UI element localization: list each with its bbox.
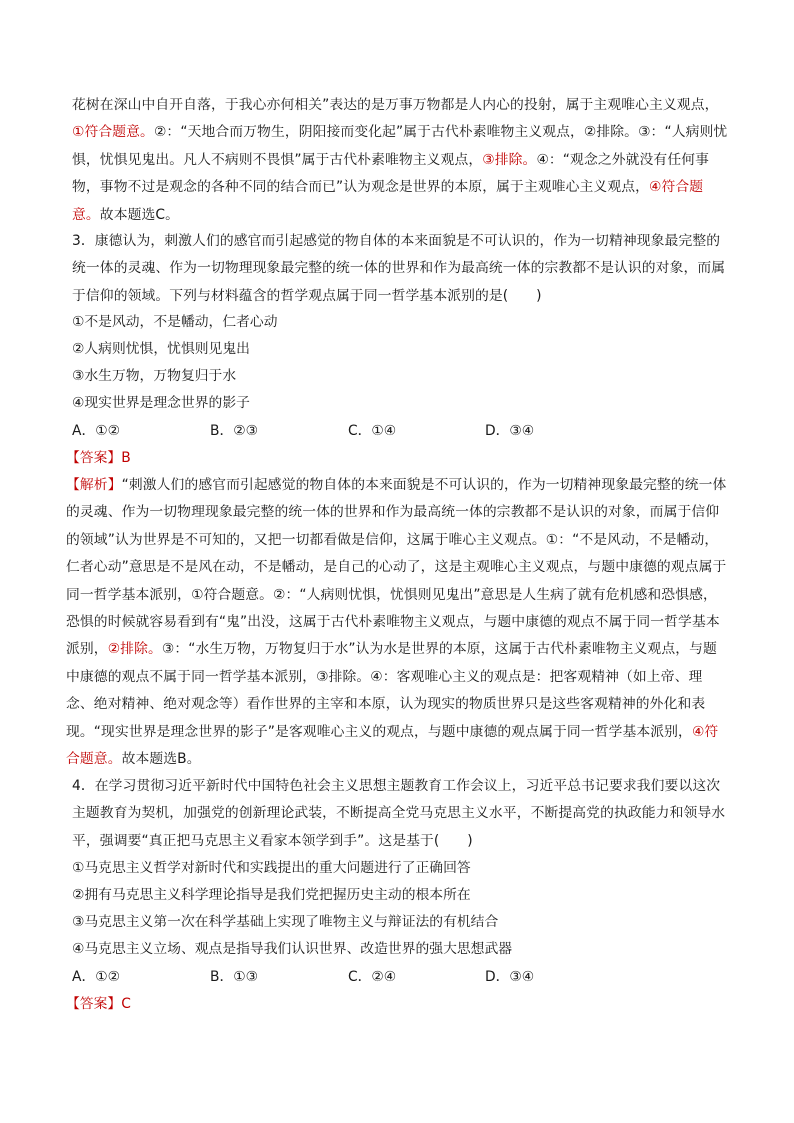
question-4-item: ②拥有马克思主义科学理论指导是我们党把握历史主动的根本所在 [72,887,471,903]
option-d: D．③④ [485,423,535,439]
analysis-text-1: “刺激人们的感官而引起感觉的物自体的本来面貌是不可认识的，作为一切精神现象最完整的统一体的灵魂、作为一切物理现象最完整的统一体的世界和作为最高统一体的宗教都不是认识的对象，而属于信仰的领域”认为世界是不可知的，又把一切都看做是信仰，这属于唯心主义观点。①：“不是风动，不是幡动，仁者心动”意思是不是风在动，不是幡动，是自己的心动了，这是主观唯心主义观点，与题中康德的观点属于同一哲学基本派别，①符合题意。②：“人病则忧惧，忧惧则见鬼出”意思是人生病了就有危机感和恐惧感，恐惧的时候就容易看到有“鬼”出没，这属于古代朴素唯物主义观点，与题中康德的观点不属于同一哲学基本派别， [66,477,727,658]
question-4-item: ④马克思主义立场、观点是指导我们认识世界、改造世界的强大思想武器 [72,941,513,957]
intro-text-3: ④：“观念之外就没有任何事物，事物不过是观念的各种不同的结合而已”认为观念是世界的本原，属于主观唯心主义观点， [72,151,710,196]
analysis-text-2: ③：“水生万物，万物复归于水”认为水是世界的本原，这属于古代朴素唯物主义观点，与题中康德的观点不属于同一哲学基本派别，③排除。④：客观唯心主义的观点是：把客观精神（如上帝、理念、绝对精神、绝对观念等）看作世界的主宰和本原，认为现实的物质世界只是这些客观精神的外化和表现。“现实世界是理念世界的影子”是客观唯心主义的观点，与题中康德的观点属于同一哲学基本派别， [66,641,717,740]
option-b: B．①③ [210,969,258,985]
analysis-choice-4: ④符合题意。 [66,723,719,768]
intro-choice-3: ③排除。 [482,151,537,168]
question-3-answer [66,448,131,468]
answer-value: B [121,450,131,466]
question-3-item: ②人病则忧惧，忧惧则见鬼出 [72,341,250,357]
question-4-stem: 4．在学习贯彻习近平新时代中国特色社会主义思想主题教育工作会议上，习近平总书记要求我们要以这次主题教育为契机，加强党的创新理论武装，不断提高全党马克思主义水平，不断提高党的执政能力和领导水平，强调要“真正把马克思主义看家本领学到手”。这是基于( ) [72,778,726,849]
intro-choice-4: ④符合题意。 [72,179,704,223]
intro-text-2: ②：“天地合而万物生，阴阳接而变化起”属于古代朴素唯物主义观点，②排除。③：“人病则忧惧，忧惧见鬼出。凡人不病则不畏惧”属于古代朴素唯物主义观点， [72,124,728,168]
intro-conclusion: 故本题选C。 [99,206,180,223]
analysis-tag: 【解析】 [66,477,122,493]
question-3-stem: 3．康德认为，刺激人们的感官而引起感觉的物自体的本来面貌是不可认识的，作为一切精神现象最完整的统一体的灵魂、作为一切物理现象最完整的统一体的世界和作为最高统一体的宗教都不是认识的对象，而属于信仰的领域。下列与材料蕴含的哲学观点属于同一哲学基本派别的是( ) [72,233,726,304]
question-3-item: ④现实世界是理念世界的影子 [72,395,250,411]
question-3-item: ①不是风动，不是幡动，仁者心动 [72,314,278,330]
option-a: A．①② [72,423,120,439]
option-d: D．③④ [485,969,535,985]
answer-tag: 【答案】 [66,996,122,1012]
question-4-item: ③马克思主义第一次在科学基础上实现了唯物主义与辩证法的有机结合 [72,914,499,930]
question-3-analysis [66,472,728,773]
option-b: B．②③ [210,423,258,439]
option-a: A．①② [72,969,120,985]
answer-value: C [121,996,131,1012]
analysis-choice-2: ②排除。 [107,641,162,658]
option-c: C．②④ [348,969,397,985]
option-c: C．①④ [348,423,397,439]
analysis-conclusion: 故本题选B。 [121,751,201,768]
question-4-answer [66,994,131,1014]
question-4-item: ①马克思主义哲学对新时代和实践提出的重大问题进行了正确回答 [72,860,471,876]
answer-tag: 【答案】 [66,450,122,466]
intro-choice-1: ①符合题意。 [72,124,154,141]
intro-text-1: 花树在深山中自开自落，于我心亦何相关”表达的是万事万物都是人内心的投射，属于主观唯心主义观点， [72,97,719,113]
intro-analysis [72,92,728,229]
question-3-item: ③水生万物，万物复归于水 [72,368,237,384]
